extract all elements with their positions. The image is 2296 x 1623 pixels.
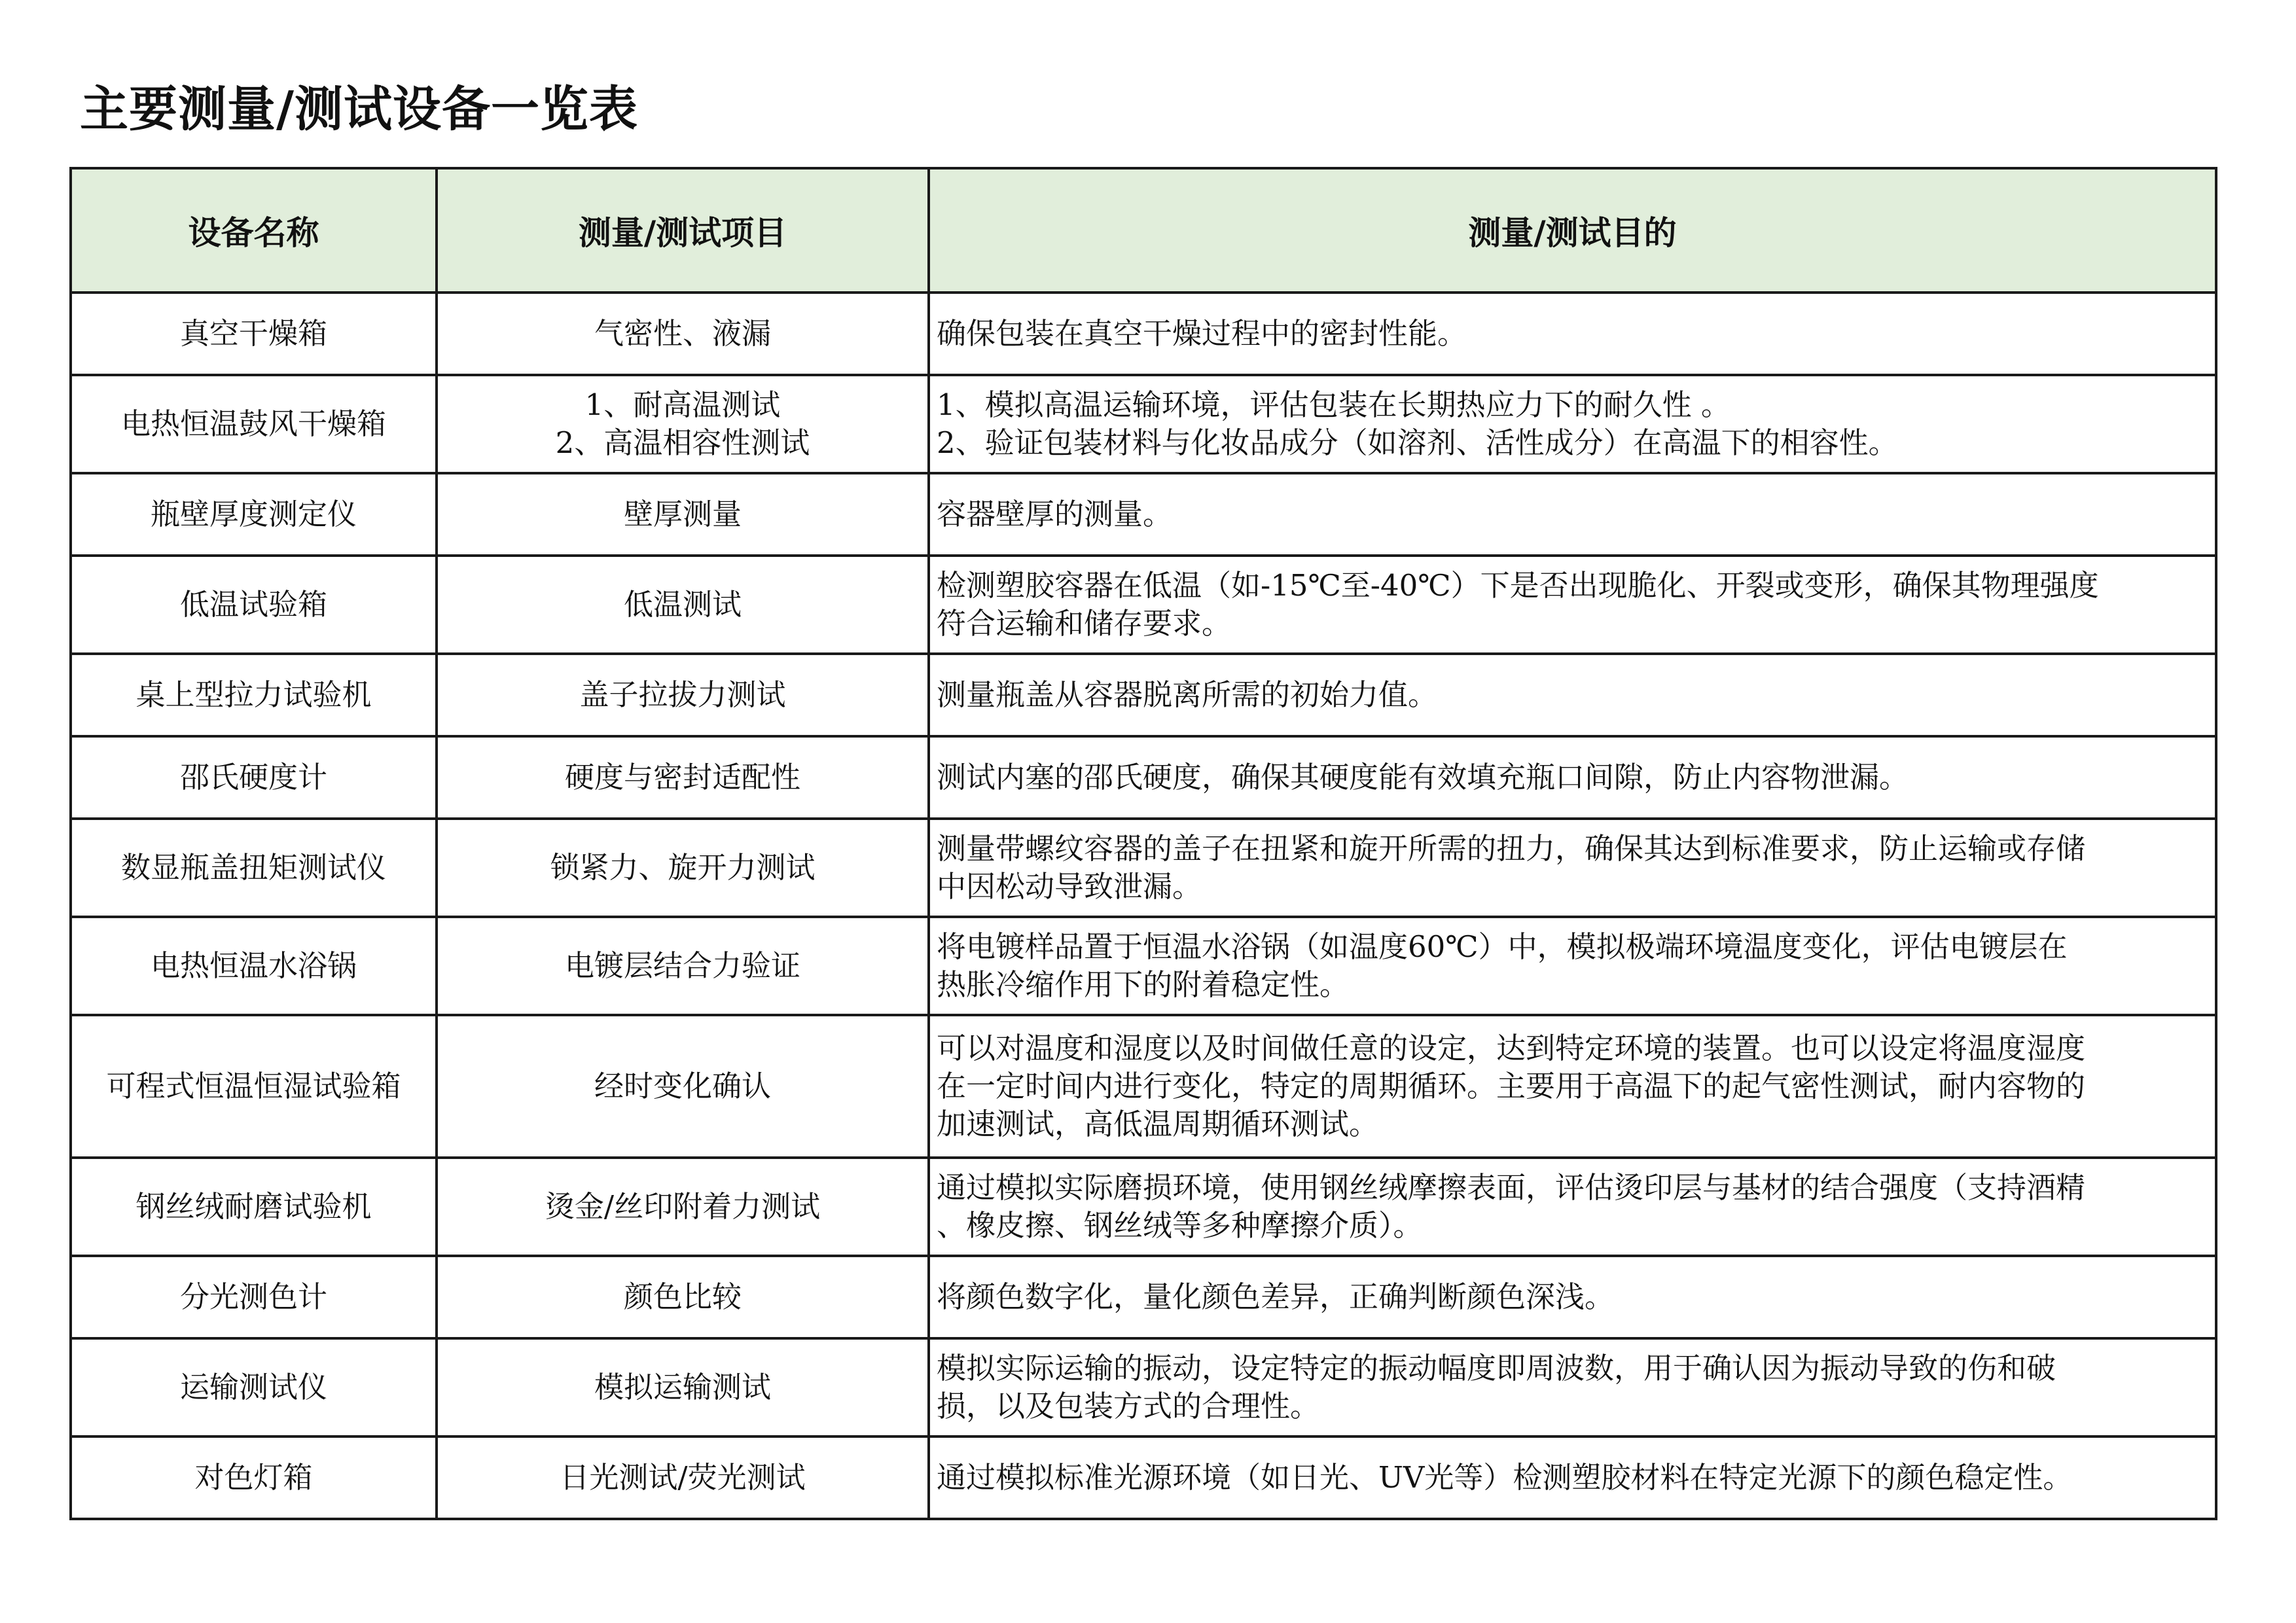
test-purpose-line: 通过模拟实际磨损环境，使用钢丝绒摩擦表面，评估烫印层与基材的结合强度（支持酒精 xyxy=(937,1170,2086,1205)
table-row xyxy=(71,473,2216,556)
test-item-line: 电镀层结合力验证 xyxy=(564,948,800,983)
table-row xyxy=(71,736,2216,819)
test-purpose-line: 模拟实际运输的振动，设定特定的振动幅度即周波数，用于确认因为振动导致的伤和破 xyxy=(937,1351,2056,1385)
test-purpose-cell xyxy=(929,736,2216,819)
test-item-line: 模拟运输测试 xyxy=(594,1370,771,1404)
table-body xyxy=(71,293,2216,1519)
test-purpose-cell xyxy=(929,473,2216,556)
column-header-equipment-name: 设备名称 xyxy=(71,168,437,293)
table-row xyxy=(71,1256,2216,1338)
test-purpose-line: 损，以及包装方式的合理性。 xyxy=(937,1389,1320,1423)
test-purpose-cell xyxy=(929,1436,2216,1519)
test-purpose-cell xyxy=(929,556,2216,654)
test-purpose-line: 确保包装在真空干燥过程中的密封性能。 xyxy=(937,316,1467,351)
test-purpose-line: 中因松动导致泄漏。 xyxy=(937,869,1202,904)
table-row xyxy=(71,1436,2216,1519)
test-purpose-cell xyxy=(929,654,2216,736)
test-item-cell xyxy=(437,1015,929,1158)
equipment-name-cell: 分光测色计 xyxy=(71,1256,437,1338)
equipment-name-cell: 钢丝绒耐磨试验机 xyxy=(71,1158,437,1256)
table-row xyxy=(71,556,2216,654)
table-row xyxy=(71,917,2216,1015)
test-purpose-line: 测量瓶盖从容器脱离所需的初始力值。 xyxy=(937,677,1438,712)
test-item-cell xyxy=(437,1436,929,1519)
table-row xyxy=(71,1158,2216,1256)
test-item-cell xyxy=(437,293,929,375)
table-row xyxy=(71,654,2216,736)
test-purpose-cell xyxy=(929,375,2216,473)
test-item-line: 盖子拉拔力测试 xyxy=(579,677,786,712)
table-row xyxy=(71,1015,2216,1158)
test-item-line: 锁紧力、旋开力测试 xyxy=(550,850,816,885)
table-row xyxy=(71,375,2216,473)
table-row xyxy=(71,819,2216,917)
table-header-row xyxy=(71,168,2216,293)
test-item-line: 气密性、液漏 xyxy=(594,316,771,351)
test-item-cell xyxy=(437,1338,929,1436)
test-purpose-line: 检测塑胶容器在低温（如-15℃至-40℃）下是否出现脆化、开裂或变形，确保其物理强度 xyxy=(937,568,2099,603)
test-purpose-cell xyxy=(929,1338,2216,1436)
test-item-line: 日光测试/荧光测试 xyxy=(560,1460,806,1495)
table-row xyxy=(71,1338,2216,1436)
test-purpose-line: 2、验证包装材料与化妆品成分（如溶剂、活性成分）在高温下的相容性。 xyxy=(937,425,1898,460)
test-purpose-line: 、橡皮擦、钢丝绒等多种摩擦介质）。 xyxy=(937,1208,1423,1243)
test-purpose-cell xyxy=(929,1256,2216,1338)
equipment-name-cell: 低温试验箱 xyxy=(71,556,437,654)
test-item-cell xyxy=(437,556,929,654)
test-purpose-line: 测试内塞的邵氏硬度，确保其硬度能有效填充瓶口间隙，防止内容物泄漏。 xyxy=(937,760,1909,794)
equipment-name-cell: 邵氏硬度计 xyxy=(71,736,437,819)
test-item-line: 1、耐高温测试 xyxy=(584,387,781,422)
test-item-cell xyxy=(437,473,929,556)
test-item-line: 烫金/丝印附着力测试 xyxy=(545,1189,821,1224)
equipment-name-cell: 电热恒温鼓风干燥箱 xyxy=(71,375,437,473)
test-purpose-line: 符合运输和储存要求。 xyxy=(937,606,1232,641)
equipment-name-cell: 真空干燥箱 xyxy=(71,293,437,375)
test-item-line: 硬度与密封适配性 xyxy=(564,760,800,794)
test-purpose-cell xyxy=(929,293,2216,375)
equipment-table xyxy=(69,167,2217,1520)
equipment-name-cell: 桌上型拉力试验机 xyxy=(71,654,437,736)
test-purpose-line: 可以对温度和湿度以及时间做任意的设定，达到特定环境的装置。也可以设定将温度湿度 xyxy=(937,1031,2086,1065)
test-purpose-line: 测量带螺纹容器的盖子在扭紧和旋开所需的扭力，确保其达到标准要求，防止运输或存储 xyxy=(937,831,2086,866)
test-item-line: 经时变化确认 xyxy=(594,1069,771,1103)
test-item-line: 颜色比较 xyxy=(623,1279,742,1314)
test-purpose-line: 加速测试，高低温周期循环测试。 xyxy=(937,1107,1379,1141)
test-purpose-cell xyxy=(929,819,2216,917)
test-item-cell xyxy=(437,736,929,819)
test-purpose-line: 容器壁厚的测量。 xyxy=(937,497,1173,531)
test-purpose-line: 1、模拟高温运输环境，评估包装在长期热应力下的耐久性 。 xyxy=(937,387,1731,422)
test-item-cell xyxy=(437,375,929,473)
column-header-test-purpose: 测量/测试目的 xyxy=(929,168,2216,293)
test-item-cell xyxy=(437,1158,929,1256)
test-item-cell xyxy=(437,917,929,1015)
test-purpose-line: 通过模拟标准光源环境（如日光、UV光等）检测塑胶材料在特定光源下的颜色稳定性。 xyxy=(937,1460,2073,1495)
test-purpose-cell xyxy=(929,1158,2216,1256)
page-title: 主要测量/测试设备一览表 xyxy=(80,81,639,137)
test-item-line: 壁厚测量 xyxy=(623,497,742,531)
test-purpose-line: 热胀冷缩作用下的附着稳定性。 xyxy=(937,967,1350,1002)
test-item-line: 低温测试 xyxy=(623,587,742,622)
table-row xyxy=(71,293,2216,375)
test-purpose-line: 在一定时间内进行变化，特定的周期循环。主要用于高温下的起气密性测试，耐内容物的 xyxy=(937,1069,2086,1103)
equipment-name-cell: 可程式恒温恒湿试验箱 xyxy=(71,1015,437,1158)
column-header-test-item: 测量/测试项目 xyxy=(437,168,929,293)
equipment-name-cell: 对色灯箱 xyxy=(71,1436,437,1519)
equipment-name-cell: 电热恒温水浴锅 xyxy=(71,917,437,1015)
test-item-cell xyxy=(437,654,929,736)
equipment-name-cell: 瓶壁厚度测定仪 xyxy=(71,473,437,556)
equipment-name-cell: 运输测试仪 xyxy=(71,1338,437,1436)
test-purpose-line: 将电镀样品置于恒温水浴锅（如温度60℃）中，模拟极端环境温度变化，评估电镀层在 xyxy=(937,929,2068,964)
test-purpose-cell xyxy=(929,917,2216,1015)
equipment-name-cell: 数显瓶盖扭矩测试仪 xyxy=(71,819,437,917)
test-item-cell xyxy=(437,819,929,917)
test-purpose-cell xyxy=(929,1015,2216,1158)
test-item-line: 2、高温相容性测试 xyxy=(555,425,810,460)
test-purpose-line: 将颜色数字化，量化颜色差异，正确判断颜色深浅。 xyxy=(937,1279,1615,1314)
test-item-cell xyxy=(437,1256,929,1338)
